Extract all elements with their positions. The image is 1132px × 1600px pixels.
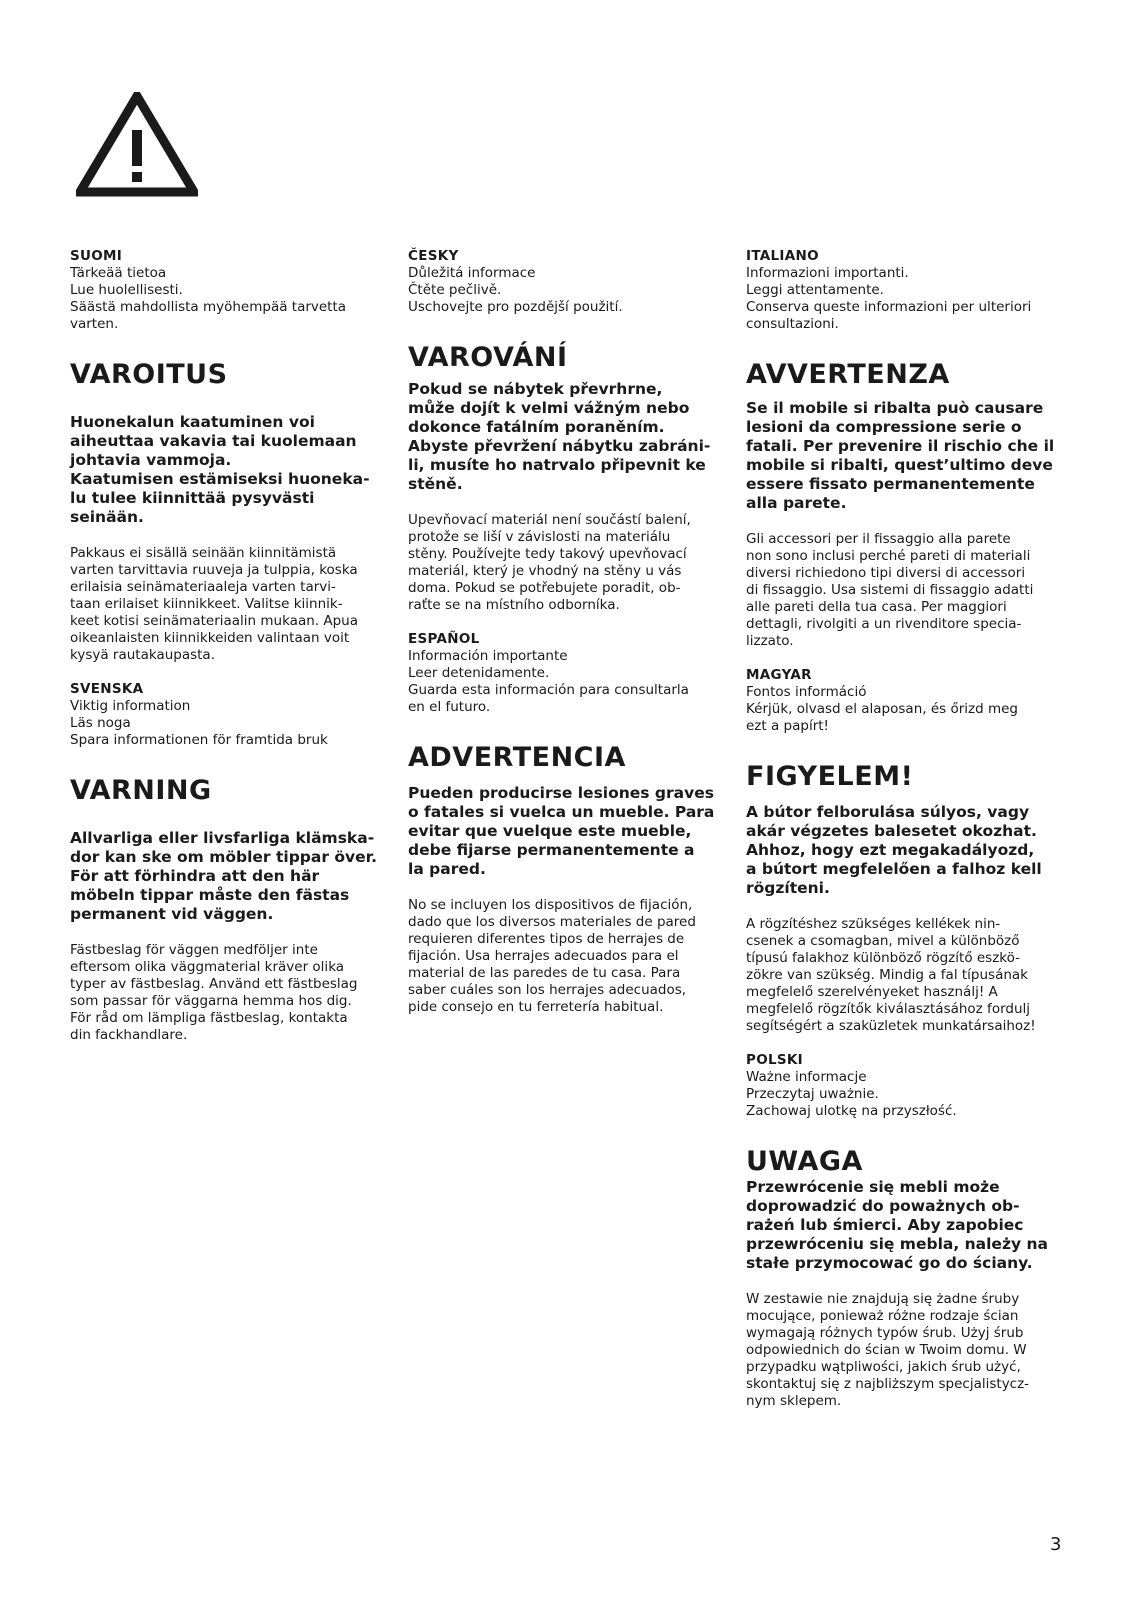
info-text: Información importante Leer detenidamente. Guarda esta información para consultarla en el futuro. xyxy=(408,648,689,715)
column-1 xyxy=(70,248,390,1044)
warning-triangle-icon xyxy=(76,92,198,198)
warning-body-text: Fästbeslag för väggen medföljer inte eftersom olika väggmaterial kräver olika typer av fästbeslag. Använd ett fästbeslag som passar för väggarna hemma hos dig. För råd om lämpliga fästbeslag, kontakta din fackhandlare. xyxy=(70,942,358,1043)
section-polski xyxy=(746,1052,1066,1410)
language-heading: MAGYAR xyxy=(746,667,812,683)
column-2 xyxy=(408,248,728,1016)
info-text: Informazioni importanti. Leggi attentamente. Conserva queste informazioni per ulteriori consultazioni. xyxy=(746,265,1032,332)
warning-body-text: Pakkaus ei sisällä seinään kiinnitämistä varten tarvittavia ruuveja ja tulppia, koska erilaisia seinämateriaaleja varten tarvi- taan erilaiset kiinnikkeet. Valitse kiinnik- keet kotisi seinämateriaalin mukaan. Apua oikeanlaisten kiinnikkeiden valintaan voit kysyä rautakaupasta. xyxy=(70,545,358,663)
section-magyar xyxy=(746,667,1066,1035)
page-number: 3 xyxy=(1050,1534,1062,1555)
warning-body-text: Upevňovací materiál není součástí balení, protože se liší v závislosti na materiálu stěny. Používejte tedy takový upevňovací materiál, který je vhodný na stěny u vás doma. Pokud se potřebujete poradit, ob- raťte se na místního odborníka. xyxy=(408,512,691,613)
info-text: Fontos információ Kérjük, olvasd el alaposan, és őrizd meg ezt a papírt! xyxy=(746,684,1018,734)
language-heading: ITALIANO xyxy=(746,248,819,264)
warning-bold-text: Huonekalun kaatuminen voi aiheuttaa vakavia tai kuolemaan johtavia vammoja. Kaatumisen estämiseksi huoneka- lu tulee kiinnittää pysyvästi seinään. xyxy=(70,413,370,526)
warning-bold-text: Przewrócenie się mebli może doprowadzić do poważnych ob- rażeń lub śmierci. Aby zapobiec przewróceniu się mebla, należy na stałe przymocować go do ściany. xyxy=(746,1178,1048,1272)
warning-bold-text: Pokud se nábytek převrhrne, může dojít k velmi vážným nebo dokonce fatálním poraněním. Abyste převržení nábytku zabráni- li, musíte ho natrvalo připevnit ke stěně. xyxy=(408,380,711,493)
column-3 xyxy=(746,248,1066,1410)
warning-body-text: A rögzítéshez szükséges kellékek nin- csenek a csomagban, mivel a különböző típusú falakhoz különböző rögzítő eszkö- zökre van szükség. Mindig a fal típusának megfelelő szerelvényeket használj! A megfelelő rögzítők kiválasztásához fordulj segítségért a szaküzletek munkatársaihoz! xyxy=(746,916,1036,1034)
section-suomi xyxy=(70,248,390,664)
language-heading: SUOMI xyxy=(70,248,123,264)
info-text: Tärkeää tietoa Lue huolellisesti. Säästä mahdollista myöhempää tarvetta varten. xyxy=(70,265,347,332)
section-cesky xyxy=(408,248,728,614)
language-heading: ESPAÑOL xyxy=(408,631,480,647)
warning-body-text: Gli accessori per il fissaggio alla parete non sono inclusi perché pareti di materiali diversi richiedono tipi diversi di accessori di fissaggio. Usa sistemi di fissaggio adatti alle pareti della tua casa. Per maggiori dettagli, rivolgiti a un rivenditore specia- lizzato. xyxy=(746,531,1034,649)
language-heading: POLSKI xyxy=(746,1052,803,1068)
warning-bold-text: Se il mobile si ribalta può causare lesioni da compressione serie o fatali. Per prevenire il rischio che il mobile si ribalti, quest’ultimo deve essere fissato permanentemente alla parete. xyxy=(746,399,1055,512)
warning-title: VAROVÁNÍ xyxy=(408,342,568,373)
warning-bold-text: A bútor felborulása súlyos, vagy akár végzetes balesetet okozhat. Ahhoz, hogy ezt megakadályozd, a bútort megfelelően a falhoz kell rögzíteni. xyxy=(746,803,1042,897)
section-italiano xyxy=(746,248,1066,650)
warning-title: AVVERTENZA xyxy=(746,359,950,390)
warning-body-text: No se incluyen los dispositivos de fijación, dado que los diversos materiales de pared requieren diferentes tipos de herrajes de fijación. Usa herrajes adecuados para el material de las paredes de tu casa. Para saber cuáles son los herrajes adecuados, pide consejo en tu ferretería habitual. xyxy=(408,897,696,1015)
warning-title: VAROITUS xyxy=(70,359,228,390)
warning-title: VARNING xyxy=(70,775,212,806)
warning-title: UWAGA xyxy=(746,1146,863,1177)
section-espanol xyxy=(408,631,728,1016)
warning-bold-text: Allvarliga eller livsfarliga klämska- dor kan ske om möbler tippar över. För att förhindra att den här möbeln tippar måste den fästas permanent vid väggen. xyxy=(70,829,377,923)
warning-title: ADVERTENCIA xyxy=(408,742,626,773)
section-svenska xyxy=(70,681,390,1044)
warning-body-text: W zestawie nie znajdują się żadne śruby mocujące, ponieważ różne rodzaje ścian wymagają różnych typów śrub. Użyj śrub odpowiednich do ścian w Twoim domu. W przypadku wątpliwości, jakich śrub użyć, skontaktuj się z najbliższym specjalistycz- nym sklepem. xyxy=(746,1291,1030,1409)
info-text: Viktig information Läs noga Spara informationen för framtida bruk xyxy=(70,698,328,748)
info-text: Ważne informacje Przeczytaj uważnie. Zachowaj ulotkę na przyszłość. xyxy=(746,1069,957,1119)
warning-bold-text: Pueden producirse lesiones graves o fatales si vuelca un mueble. Para evitar que vuelque este mueble, debe fijarse permanentemente a la pared. xyxy=(408,784,715,878)
language-heading: ČESKY xyxy=(408,248,459,264)
info-text: Důležitá informace Čtěte pečlivě. Uschovejte pro pozdější použití. xyxy=(408,265,623,315)
language-heading: SVENSKA xyxy=(70,681,144,697)
warning-title: FIGYELEM! xyxy=(746,761,914,792)
